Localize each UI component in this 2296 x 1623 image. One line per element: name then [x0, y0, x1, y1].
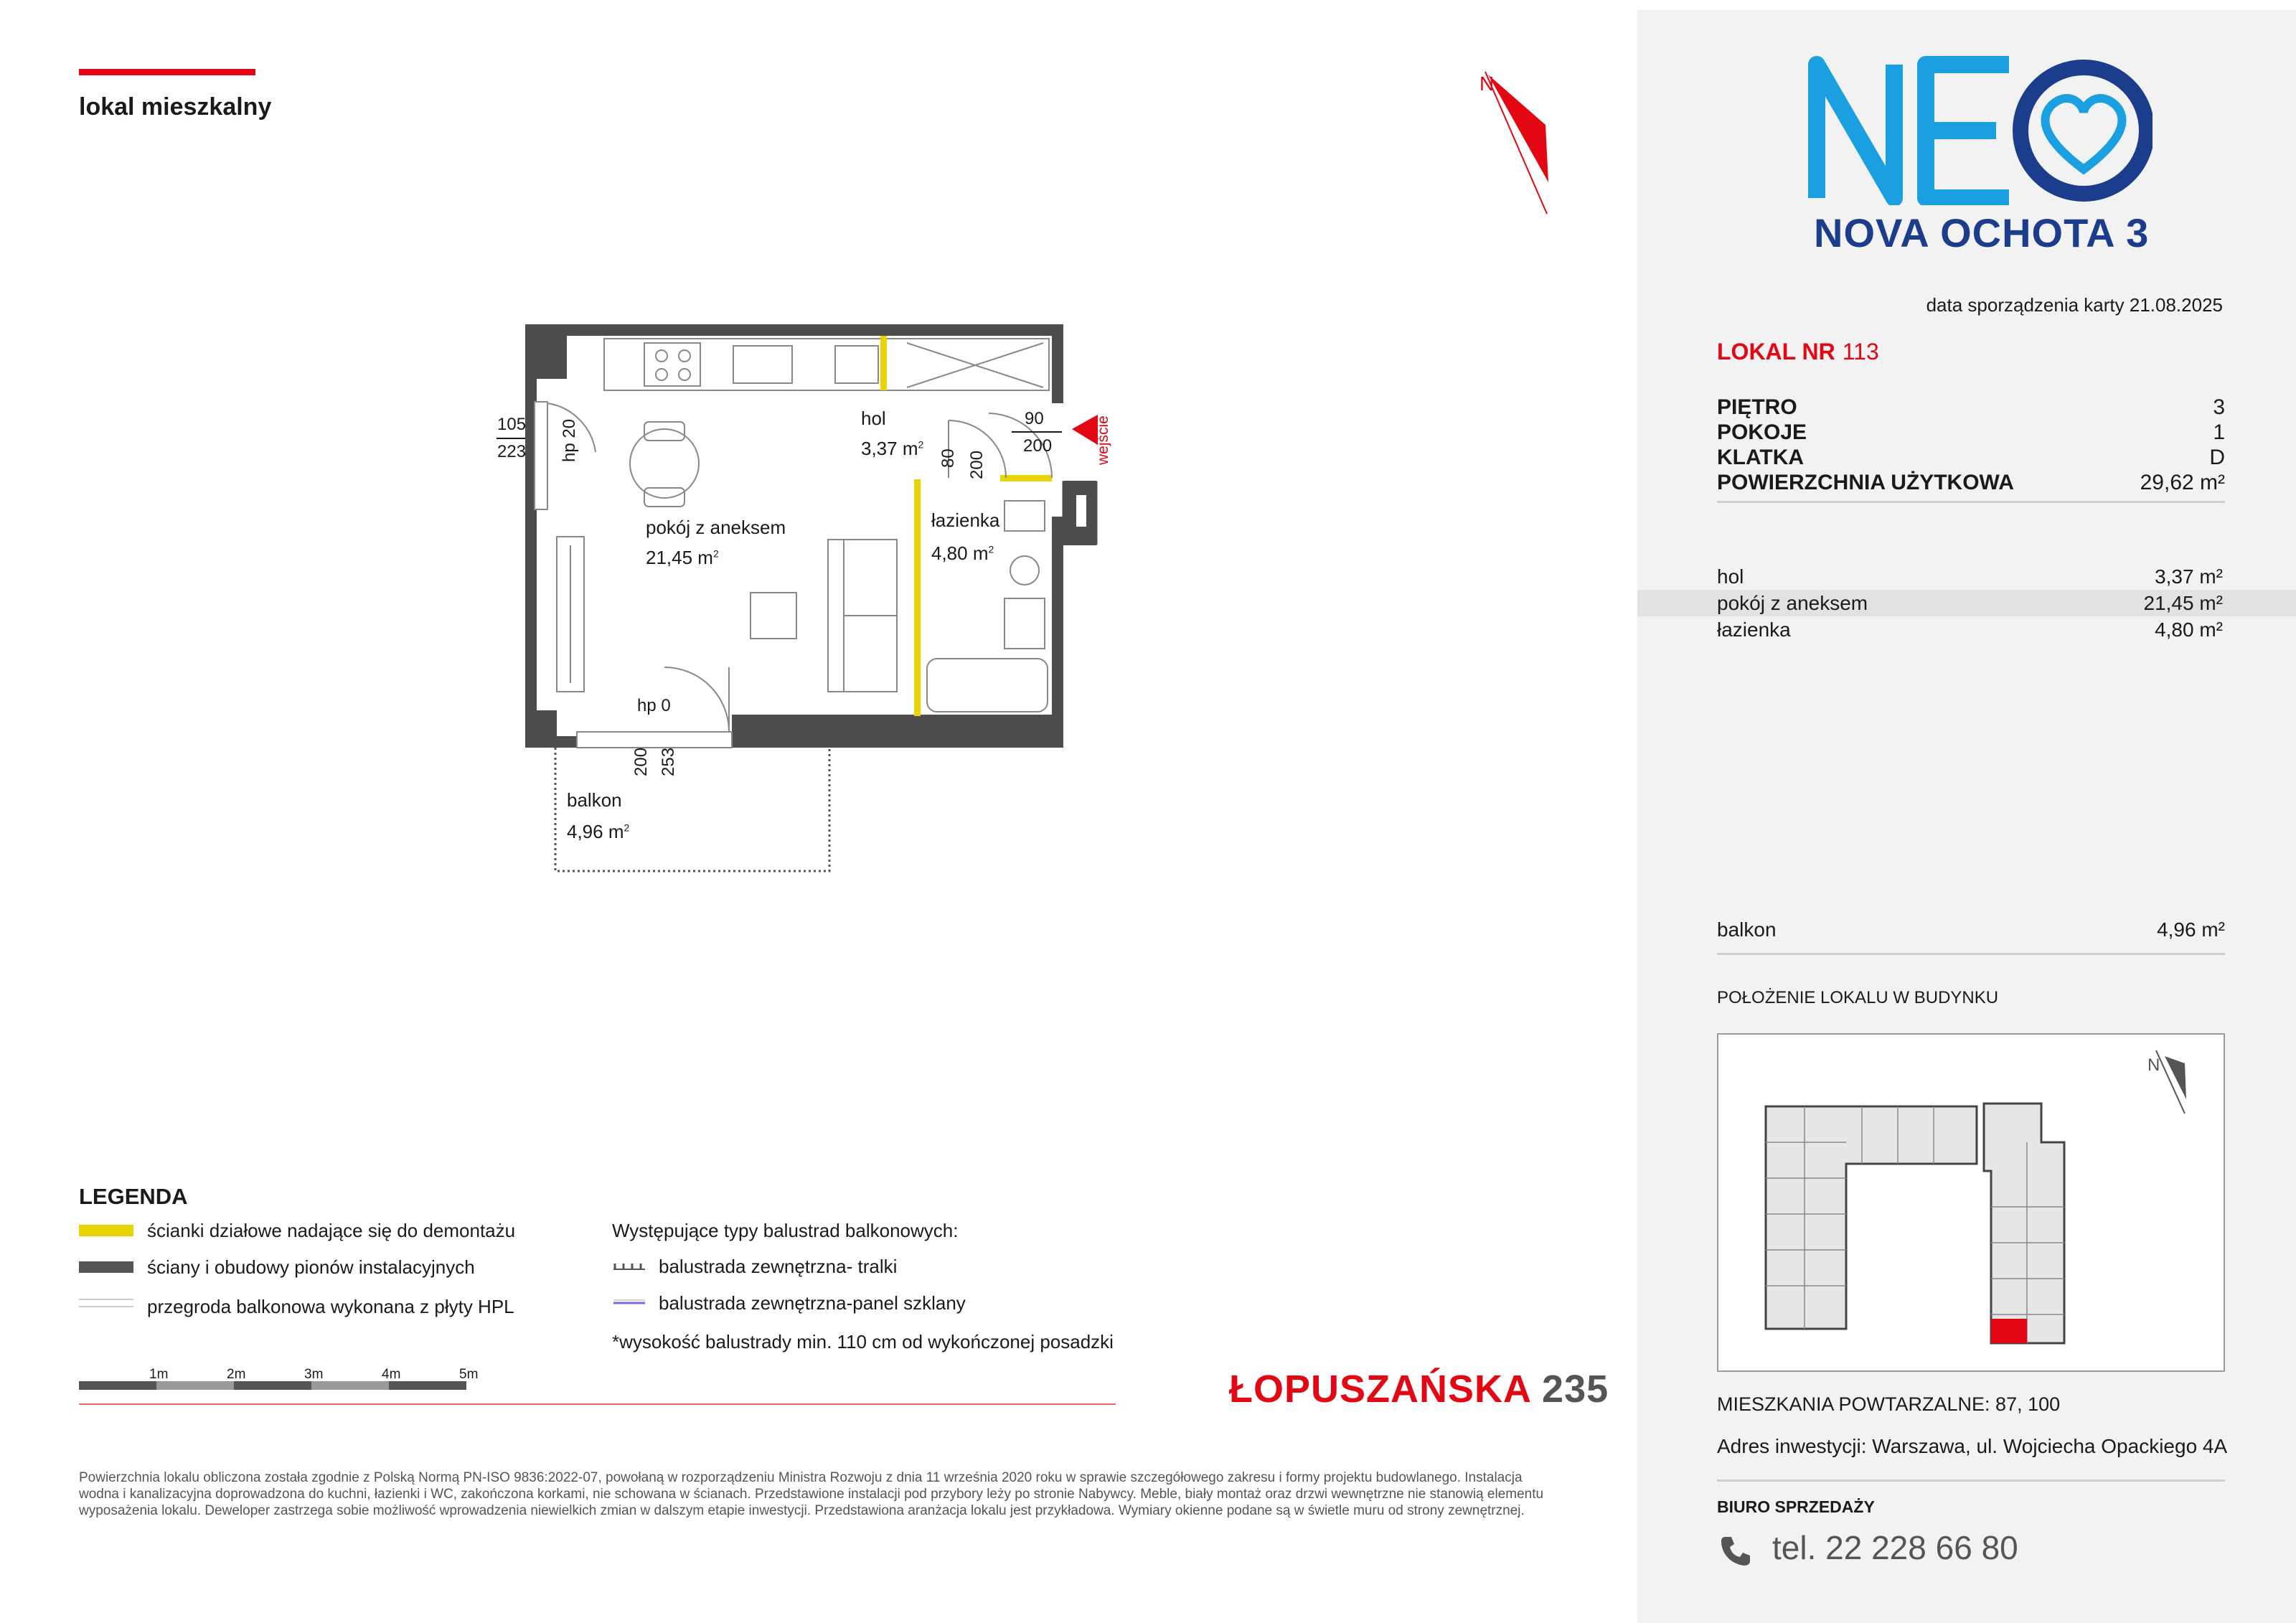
legend-item: ściany i obudowy pionów instalacyjnych	[147, 1256, 475, 1278]
dim-divider	[497, 438, 525, 439]
info-row: KLATKA D	[1717, 445, 2225, 469]
divider	[1717, 1479, 2225, 1482]
neo-logo	[1808, 55, 2152, 205]
unit-info	[1717, 395, 2225, 503]
street-name: ŁOPUSZAŃSKA 235	[1229, 1368, 1609, 1411]
room-row: łazienka 4,80 m²	[1717, 618, 2223, 641]
rail-tralki-icon	[612, 1259, 646, 1274]
scale-label: 5m	[459, 1367, 479, 1382]
room-row: pokój z aneksem 21,45 m²	[1637, 590, 2296, 616]
room-row: hol 3,37 m²	[1717, 565, 2223, 588]
unit-location-marker	[1991, 1319, 2027, 1343]
divider	[1717, 501, 2225, 503]
balcony-door-height: 253	[659, 747, 678, 776]
phone-icon	[1718, 1534, 1751, 1567]
document-type: lokal mieszkalny	[79, 93, 272, 121]
divider	[1717, 953, 2225, 955]
location-title: POŁOŻENIE LOKALU W BUDYNKU	[1717, 988, 1999, 1007]
balkon-label: balkon	[567, 789, 622, 811]
legend-item: ścianki działowe nadające się do demontażu	[147, 1220, 516, 1241]
building-outline	[1718, 1035, 2224, 1370]
lazienka-area: 4,80 $m^2$	[931, 542, 994, 564]
balcony-door-width: 200	[631, 747, 651, 776]
site-north-label: N	[2147, 1055, 2160, 1075]
unit-number: LOKAL NR 113	[1717, 339, 1879, 364]
scale-bar	[79, 1381, 481, 1391]
bath-door-width: 80	[938, 448, 958, 468]
rail-note: *wysokość balustrady min. 110 cm od wykończonej posadzki	[612, 1331, 1114, 1352]
north-label: N	[1479, 72, 1495, 95]
window-height: 223	[497, 442, 527, 461]
scale-label: 4m	[382, 1367, 401, 1382]
window-width: 105	[497, 415, 527, 434]
balcony-door-hp: hp 0	[637, 696, 671, 715]
disclaimer: Powierzchnia lokalu obliczona została zgodnie z Polską Normą PN-ISO 9836:2022-07, powołaną w rozporządzeniu Ministra Rozwoju z dnia 11 września 2020 roku w sprawie szczegółowego zakresu i formy projektu budowlanego. Instalacja wodna i kanalizacyjna doprowadzona do kuchni, łazienki i WC, zakończona korkami, nie schowana w ścianach. Przedstawione instalacji pod przybory leży po stronie Nabywcy. Meble, biały montaż oraz drzwi wewnętrzne nie stanowią elementu wyposażenia lokalu. Deweloper zastrzega sobie możliwość wprowadzenia niewielkich zmian w dalszym etapie inwestycji. Przedstawiona aranżacja lokalu jest przykładowa. Wymiary okienne podane są w świetle muru od strony zewnętrznej.	[79, 1470, 1544, 1518]
repeated-units: MIESZKANIA POWTARZALNE: 87, 100	[1717, 1393, 2061, 1415]
creation-date: data sporządzenia karty 21.08.2025	[1926, 294, 2223, 316]
sales-office-title: BIURO SPRZEDAŻY	[1717, 1497, 1875, 1516]
rail-item: balustrada zewnętrzna- tralki	[659, 1256, 898, 1277]
investment-address: Adres inwestycji: Warszawa, ul. Wojciecha Opackiego 4A	[1717, 1435, 2228, 1457]
north-arrow-icon	[1471, 63, 1564, 221]
pokoj-label: pokój z aneksem	[646, 517, 786, 538]
legend-title: LEGENDA	[79, 1184, 188, 1209]
legend-swatch-hpl	[79, 1299, 133, 1307]
legend-swatch-yellow	[79, 1225, 133, 1236]
hol-area: 3,37 $m^2$	[861, 438, 924, 459]
info-row: PIĘTRO 3	[1717, 395, 2225, 419]
entrance-label: wejście	[1095, 415, 1111, 465]
info-row: POWIERZCHNIA UŻYTKOWA 29,62 m²	[1717, 470, 2225, 494]
rail-types-title: Występujące typy balustrad balkonowych:	[612, 1220, 959, 1241]
dim-divider	[1012, 431, 1062, 433]
bath-door-height: 200	[967, 450, 987, 479]
hol-label: hol	[861, 408, 886, 429]
balcony-row: balkon 4,96 m²	[1717, 918, 2225, 941]
scale-label: 1m	[149, 1367, 169, 1382]
legend-item: przegroda balkonowa wykonana z płyty HPL	[147, 1296, 514, 1317]
rooms-table	[1637, 563, 2296, 643]
scale-label: 2m	[227, 1367, 246, 1382]
sales-phone[interactable]: tel. 22 228 66 80	[1772, 1529, 2018, 1566]
brand-subtitle: NOVA OCHOTA 3	[1814, 210, 2150, 255]
balkon-area: 4,96 $m^2$	[567, 821, 630, 842]
legend-swatch-dark	[79, 1261, 133, 1273]
door-height: 200	[1023, 436, 1053, 456]
window-hp: hp 20	[560, 418, 579, 462]
pokoj-area: 21,45 $m^2$	[646, 547, 719, 568]
rail-item: balustrada zewnętrzna-panel szklany	[659, 1292, 966, 1314]
lazienka-label: łazienka	[931, 509, 1000, 531]
rail-glass-icon	[612, 1296, 646, 1310]
door-width: 90	[1025, 409, 1044, 428]
info-row: POKOJE 1	[1717, 420, 2225, 444]
header-accent-bar	[79, 69, 255, 75]
scale-label: 3m	[304, 1367, 324, 1382]
building-location-map	[1717, 1033, 2225, 1372]
footer-rule	[79, 1403, 1116, 1405]
